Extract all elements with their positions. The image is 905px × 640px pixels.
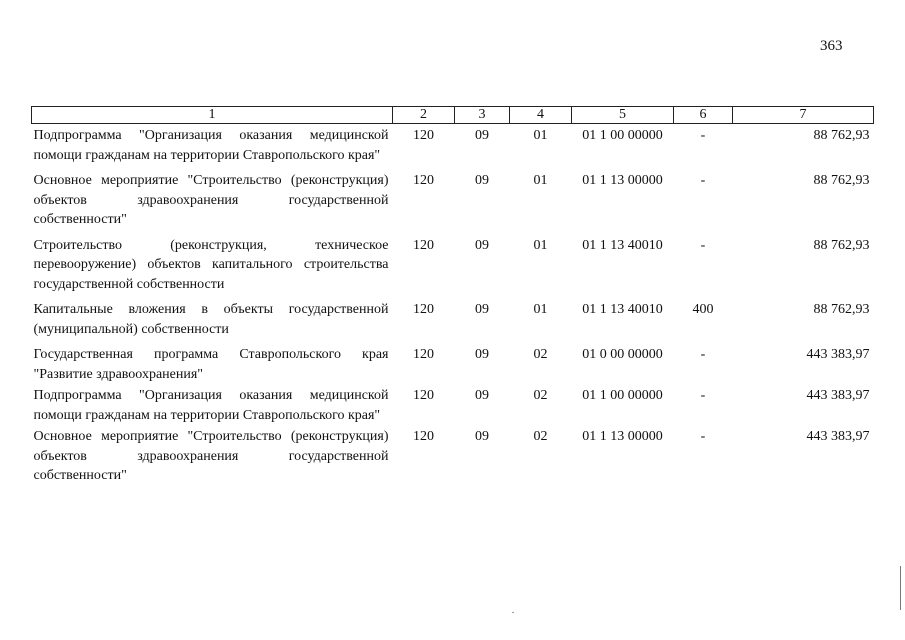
row-col3: 09 — [475, 173, 489, 188]
row-col2: 120 — [413, 173, 434, 188]
table-row — [32, 124, 874, 166]
row-col5: 01 1 00 00000 — [582, 388, 663, 403]
row-col4: 01 — [533, 173, 548, 188]
row-col3: 09 — [475, 388, 489, 403]
table-row — [32, 425, 874, 486]
row-col5: 01 1 13 40010 — [582, 302, 663, 317]
row-name: Подпрограмма "Организация оказания медицинской помощи гражданам на территории Ставропольского края" — [33, 128, 389, 163]
row-col2: 120 — [413, 302, 434, 317]
row-amount: 443 383,97 — [806, 347, 870, 362]
row-col6: - — [700, 128, 706, 143]
row-col4: 02 — [533, 429, 548, 444]
row-col4: 01 — [533, 237, 548, 253]
row-col3: 09 — [475, 302, 489, 317]
row-col5: 01 1 13 00000 — [582, 173, 663, 188]
row-amount: 88 762,93 — [813, 173, 870, 188]
row-col6: - — [700, 173, 706, 188]
row-amount: 88 762,93 — [813, 302, 870, 317]
row-col5: 01 1 13 00000 — [582, 429, 663, 444]
row-col4: 01 — [533, 128, 548, 143]
row-col3: 09 — [475, 347, 489, 362]
row-amount: 443 383,97 — [806, 388, 870, 403]
row-col2: 120 — [413, 237, 434, 253]
header-cell: 2 — [393, 107, 455, 124]
row-amount: 443 383,97 — [806, 429, 870, 444]
table-row — [32, 384, 874, 425]
row-col5: 01 1 00 00000 — [582, 128, 663, 143]
row-col4: 02 — [533, 347, 548, 362]
row-col4: 02 — [533, 388, 548, 403]
row-col6: 400 — [692, 302, 714, 317]
row-name: Подпрограмма "Организация оказания медицинской помощи гражданам на территории Ставропольского края" — [33, 388, 389, 423]
row-amount: 88 762,93 — [813, 128, 870, 143]
row-name: Строительство (реконструкция, техническое перевооружение) объектов капитального строительства государственной собственности — [33, 237, 389, 292]
header-cell: 1 — [32, 107, 393, 124]
row-col3: 09 — [475, 429, 489, 444]
header-cell: 6 — [674, 107, 733, 124]
row-col5: 01 0 00 00000 — [582, 347, 663, 362]
row-col3: 09 — [475, 237, 489, 253]
row-col4: 01 — [533, 302, 548, 317]
row-col2: 120 — [413, 388, 434, 403]
scan-edge-line — [900, 566, 901, 610]
row-name: Государственная программа Ставропольского края "Развитие здравоохранения" — [33, 347, 389, 382]
row-amount: 88 762,93 — [813, 237, 870, 253]
page-number: 363 — [820, 38, 843, 54]
header-cell: 7 — [733, 107, 874, 124]
scan-speck — [512, 612, 514, 613]
table-row — [32, 339, 874, 384]
header-cell: 4 — [510, 107, 572, 124]
row-col2: 120 — [413, 347, 434, 362]
table-row — [32, 230, 874, 295]
row-col2: 120 — [413, 128, 434, 143]
header-cell: 5 — [572, 107, 674, 124]
row-name: Основное мероприятие "Строительство (реконструкция) объектов здравоохранения государственной собственности" — [33, 429, 389, 483]
header-row — [32, 107, 874, 124]
table-row — [32, 294, 874, 339]
row-col6: - — [700, 237, 706, 253]
table-row — [32, 165, 874, 230]
row-col6: - — [700, 429, 706, 444]
budget-table — [31, 106, 874, 486]
header-cell: 3 — [455, 107, 510, 124]
row-name: Основное мероприятие "Строительство (реконструкция) объектов здравоохранения государственной собственности" — [33, 173, 389, 227]
row-name: Капитальные вложения в объекты государственной (муниципальной) собственности — [33, 302, 389, 337]
row-col6: - — [700, 347, 706, 362]
row-col2: 120 — [413, 429, 434, 444]
row-col3: 09 — [475, 128, 489, 143]
row-col5: 01 1 13 40010 — [582, 237, 663, 253]
row-col6: - — [700, 388, 706, 403]
